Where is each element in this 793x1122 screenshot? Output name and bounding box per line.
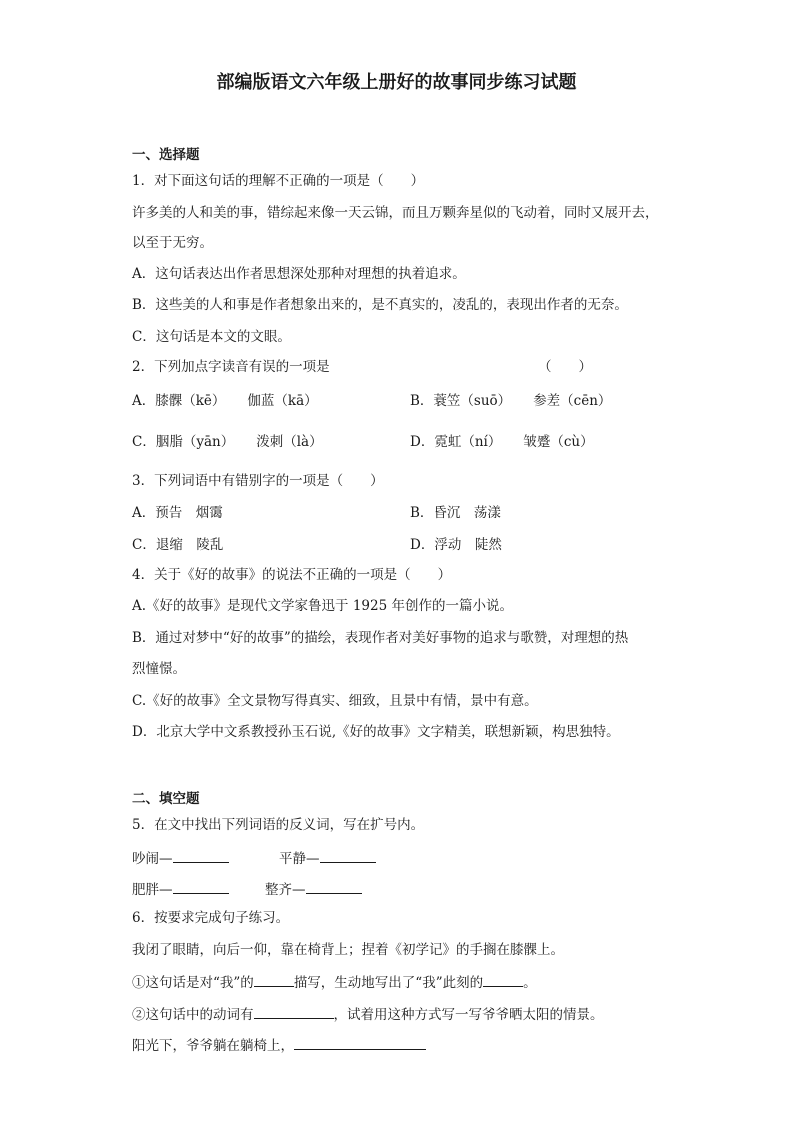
- q6-sub2-blank[interactable]: [254, 1003, 334, 1019]
- q2-option-c-word1: 胭脂（yān）: [155, 434, 235, 450]
- page-title: 部编版语文六年级上册好的故事同步练习试题: [216, 72, 577, 93]
- q5-row1: [132, 847, 432, 869]
- q6-sub1: [132, 971, 537, 993]
- q2-option-d-word2: 皱蹙（cù）: [523, 434, 594, 450]
- q2-option-c-label: C．: [132, 434, 156, 450]
- q2-stem-row: [132, 357, 662, 377]
- q4-option-a: A.《好的故事》是现代文学家鲁迅于 1925 年创作的一篇小说。: [132, 598, 513, 614]
- q6-sub1-part2: 描写，生动地写出了“我”此刻的: [293, 975, 484, 991]
- q2-option-d-word1: 霓虹（ní）: [434, 434, 502, 450]
- q3-option-a: A．预告 烟霭: [132, 505, 223, 521]
- q6-sub2: [132, 1003, 604, 1025]
- q1-stem: 1．对下面这句话的理解不正确的一项是（ ）: [132, 173, 425, 189]
- q4-option-b-line2: 烈憧憬。: [132, 661, 186, 677]
- q2-option-b-label: B．: [410, 393, 434, 409]
- q6-sub3: [132, 1034, 426, 1056]
- q2-stem: 2．下列加点字读音有误的一项是: [132, 359, 330, 375]
- q5-row2: [132, 878, 432, 900]
- q4-option-b-line1: B．通过对梦中“好的故事”的描绘，表现作者对美好事物的追求与歌赞，对理想的热: [132, 630, 629, 646]
- q4-option-c: C.《好的故事》全文景物写得真实、细致，且景中有情，景中有意。: [132, 693, 538, 709]
- q2-option-c-word2: 泼刺（là）: [256, 434, 323, 450]
- q6-stem: 6．按要求完成句子练习。: [132, 910, 290, 926]
- q6-sub1-part1: ①这句话是对“我”的: [132, 975, 254, 991]
- q1-passage-line1: 许多美的人和美的事，错综起来像一天云锦，而且万颗奔星似的飞动着，同时又展开去，: [132, 205, 659, 221]
- q2-row-ab: [132, 391, 652, 411]
- q6-sub2-part2: ，试着用这种方式写一写爷爷晒太阳的情景。: [333, 1007, 604, 1023]
- q5-stem: 5．在文中找出下列词语的反义词，写在扩号内。: [132, 817, 425, 833]
- section-heading-fill: 二、填空题: [132, 791, 200, 807]
- q5-blank3[interactable]: [173, 878, 229, 894]
- q3-option-d: D．浮动 陡然: [410, 537, 502, 553]
- q3-row-cd: [132, 535, 652, 555]
- q6-sub2-part1: ②这句话中的动词有: [132, 1007, 254, 1023]
- q6-sub3-text: 阳光下，爷爷躺在躺椅上，: [132, 1038, 294, 1054]
- q5-blank1[interactable]: [173, 847, 229, 863]
- q5-blank4[interactable]: [306, 878, 362, 894]
- q2-answer-paren: （ ）: [538, 359, 592, 375]
- q2-option-d-label: D．: [410, 434, 435, 450]
- q6-sub1-blank1[interactable]: [254, 971, 294, 987]
- q1-passage-line2: 以至于无穷。: [132, 235, 213, 251]
- q6-sub3-blank[interactable]: [294, 1034, 426, 1050]
- q6-sentence: 我闭了眼睛，向后一仰，靠在椅背上；捏着《初学记》的手搁在膝髁上。: [132, 942, 564, 958]
- q6-sub1-part3: 。: [523, 975, 537, 991]
- q1-option-b: B．这些美的人和事是作者想象出来的，是不真实的，凌乱的，表现出作者的无奈。: [132, 297, 628, 313]
- q5-blank2[interactable]: [320, 847, 376, 863]
- q1-option-a: A．这句话表达出作者思想深处那种对理想的执着追求。: [132, 266, 466, 282]
- q2-option-a-label: A．: [132, 393, 156, 409]
- q2-option-a-word2: 伽蓝（kā）: [247, 393, 318, 409]
- q2-option-b-word1: 蓑笠（suō）: [433, 393, 512, 409]
- q5-word1: 吵闹—: [132, 851, 173, 867]
- q6-sub1-blank2[interactable]: [483, 971, 523, 987]
- q3-option-c: C．退缩 陵乱: [132, 537, 224, 553]
- q5-word4: 整齐—: [265, 882, 306, 898]
- q3-stem: 3．下列词语中有错别字的一项是（ ）: [132, 473, 384, 489]
- q2-option-a-word1: 膝髁（kē）: [155, 393, 226, 409]
- q2-option-b-word2: 参差（cēn）: [533, 393, 612, 409]
- q3-row-ab: [132, 503, 652, 523]
- q2-row-cd: [132, 432, 652, 452]
- q1-option-c: C．这句话是本文的文眼。: [132, 329, 291, 345]
- q4-option-d: D．北京大学中文系教授孙玉石说,《好的故事》文字精美，联想新颖，构思独特。: [132, 724, 620, 740]
- q5-word3: 肥胖—: [132, 882, 173, 898]
- q5-word2: 平静—: [279, 851, 320, 867]
- section-heading-choice: 一、选择题: [132, 147, 200, 163]
- q4-stem: 4．关于《好的故事》的说法不正确的一项是（ ）: [132, 567, 452, 583]
- q3-option-b: B．昏沉 荡漾: [410, 505, 501, 521]
